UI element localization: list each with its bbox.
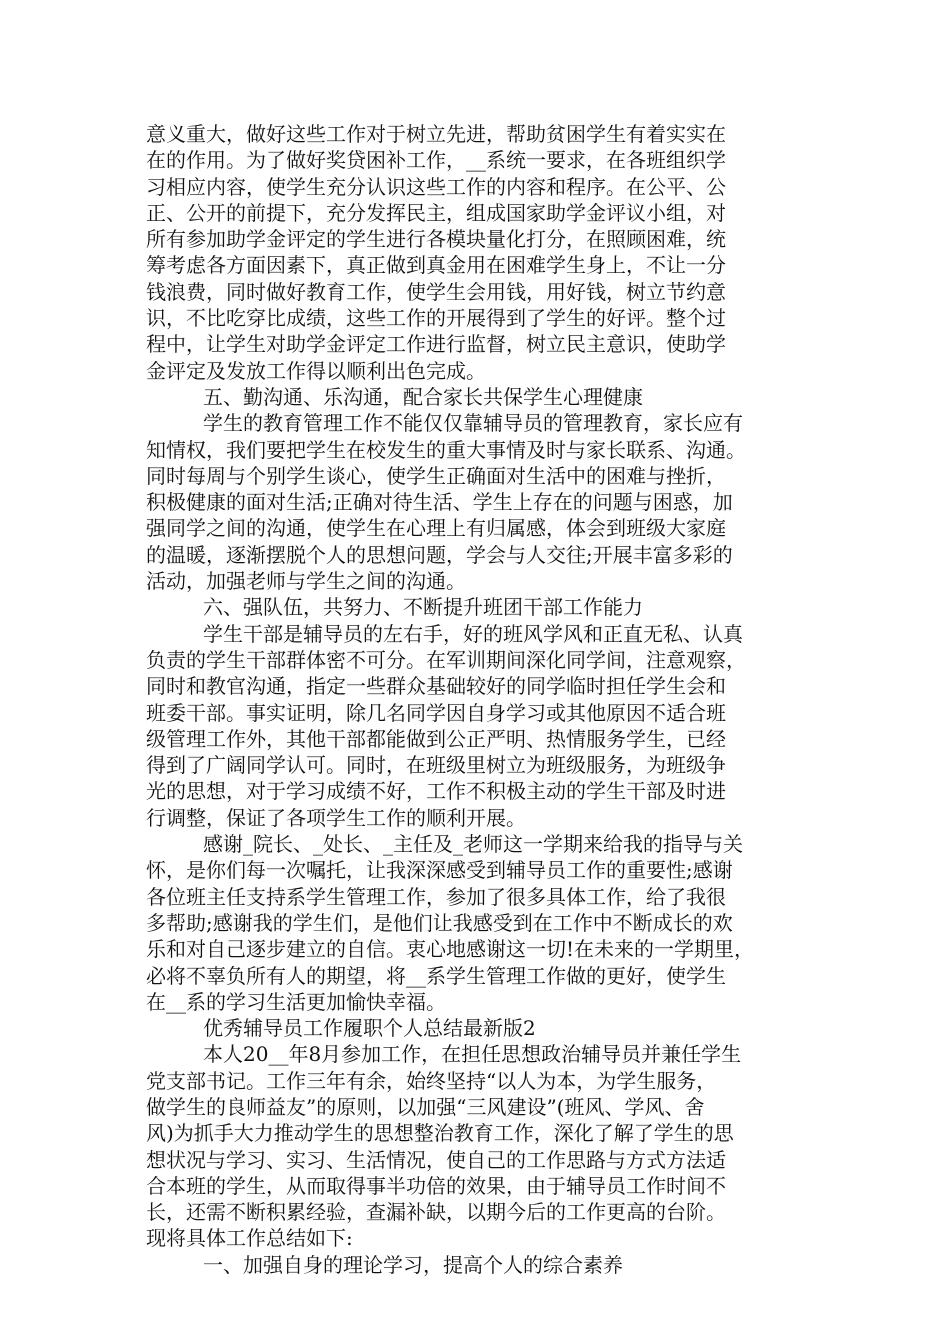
paragraph-start-line: 一、加强自身的理论学习，提高个人的综合素养	[203, 1252, 623, 1277]
text-line: 强同学之间的沟通，使学生在心理上有归属感，体会到班级大家庭	[146, 516, 726, 541]
text-line: 想状况与学习、实习、生活情况，使自己的工作思路与方式方法适	[146, 1147, 726, 1172]
text-line: 意义重大，做好这些工作对于树立先进，帮助贫困学生有着实实在	[146, 122, 726, 146]
text-line: 风)为抓手大力推动学生的思想整治教育工作，深化了解了学生的思	[146, 1121, 734, 1146]
text-line: 行调整，保证了各项学生工作的顺利开展。	[146, 805, 526, 830]
text-line: 党支部书记。工作三年有余，始终坚持“以人为本，为学生服务，	[146, 1068, 717, 1093]
text-line: 积极健康的面对生活;正确对待生活、学生上存在的问题与困惑，加	[146, 490, 733, 515]
text-line: 知情权，我们要把学生在校发生的重大事情及时与家长联系、沟通。	[146, 437, 746, 462]
text-line: 同时每周与个别学生谈心，使学生正确面对生活中的困难与挫折，	[146, 463, 726, 488]
text-line: 得到了广阔同学认可。同时，在班级里树立为班级服务，为班级争	[146, 753, 726, 778]
text-line: 钱浪费，同时做好教育工作，使学生会用钱，用好钱，树立节约意	[146, 279, 726, 304]
paragraph-start-line: 学生的教育管理工作不能仅仅靠辅导员的管理教育，家长应有	[203, 411, 743, 436]
text-line: 负责的学生干部群体密不可分。在军训期间深化同学间，注意观察，	[146, 647, 746, 672]
text-line: 筹考虑各方面因素下，真正做到真金用在困难学生身上，不让一分	[146, 253, 726, 278]
paragraph-start-line: 本人20__年8月参加工作，在担任思想政治辅导员并兼任学生	[203, 1042, 742, 1067]
text-line: 所有参加助学金评定的学生进行各模块量化打分，在照顾困难，统	[146, 227, 726, 252]
paragraph-start-line: 六、强队伍，共努力、不断提升班团干部工作能力	[203, 595, 643, 620]
text-line: 光的思想，对于学习成绩不好，工作不积极主动的学生干部及时进	[146, 779, 726, 804]
text-line: 现将具体工作总结如下:	[146, 1226, 353, 1251]
text-line: 长，还需不断积累经验，查漏补缺，以期今后的工作更高的台阶。	[146, 1200, 726, 1225]
text-line: 乐和对自己逐步建立的自信。衷心地感谢这一切!在未来的一学期里，	[146, 937, 755, 962]
text-line: 金评定及发放工作得以顺利出色完成。	[146, 358, 486, 383]
text-line: 在__系的学习生活更加愉快幸福。	[146, 989, 446, 1014]
paragraph-start-line: 感谢_院长、_处长、_主任及_老师这一学期来给我的指导与关	[203, 832, 743, 857]
text-line: 的温暖，逐渐摆脱个人的思想问题，学会与人交往;开展丰富多彩的	[146, 542, 733, 567]
text-line: 识，不比吃穿比成绩，这些工作的开展得到了学生的好评。整个过	[146, 306, 726, 331]
text-line: 多帮助;感谢我的学生们，是他们让我感受到在工作中不断成长的欢	[146, 910, 733, 935]
paragraph-start-line: 学生干部是辅导员的左右手，好的班风学风和正直无私、认真	[203, 621, 743, 646]
paragraph-start-line: 五、勤沟通、乐沟通，配合家长共保学生心理健康	[203, 384, 643, 409]
text-line: 活动，加强老师与学生之间的沟通。	[146, 569, 466, 594]
text-line: 各位班主任支持系学生管理工作，参加了很多具体工作，给了我很	[146, 884, 726, 909]
document-body	[146, 121, 816, 1278]
paragraph-start-line: 优秀辅导员工作履职个人总结最新版2	[203, 1016, 536, 1041]
text-line: 级管理工作外，其他干部都能做到公正严明、热情服务学生，已经	[146, 726, 726, 751]
text-line: 必将不辜负所有人的期望，将__系学生管理工作做的更好，使学生	[146, 963, 726, 988]
text-line: 做学生的良师益友”的原则，以加强“三风建设”(班风、学风、舍	[146, 1094, 705, 1119]
text-line: 同时和教官沟通，指定一些群众基础较好的同学临时担任学生会和	[146, 674, 726, 699]
text-line: 怀，是你们每一次嘱托，让我深深感受到辅导员工作的重要性;感谢	[146, 858, 733, 883]
text-line: 合本班的学生，从而取得事半功倍的效果，由于辅导员工作时间不	[146, 1173, 726, 1198]
text-line: 在的作用。为了做好奖贷困补工作，__系统一要求，在各班组织学	[146, 148, 726, 173]
text-line: 程中，让学生对助学金评定工作进行监督，树立民主意识，使助学	[146, 332, 726, 357]
text-line: 班委干部。事实证明，除几名同学因自身学习或其他原因不适合班	[146, 700, 726, 725]
text-line: 习相应内容，使学生充分认识这些工作的内容和程序。在公平、公	[146, 174, 726, 199]
text-line: 正、公开的前提下，充分发挥民主，组成国家助学金评议小组，对	[146, 200, 726, 225]
